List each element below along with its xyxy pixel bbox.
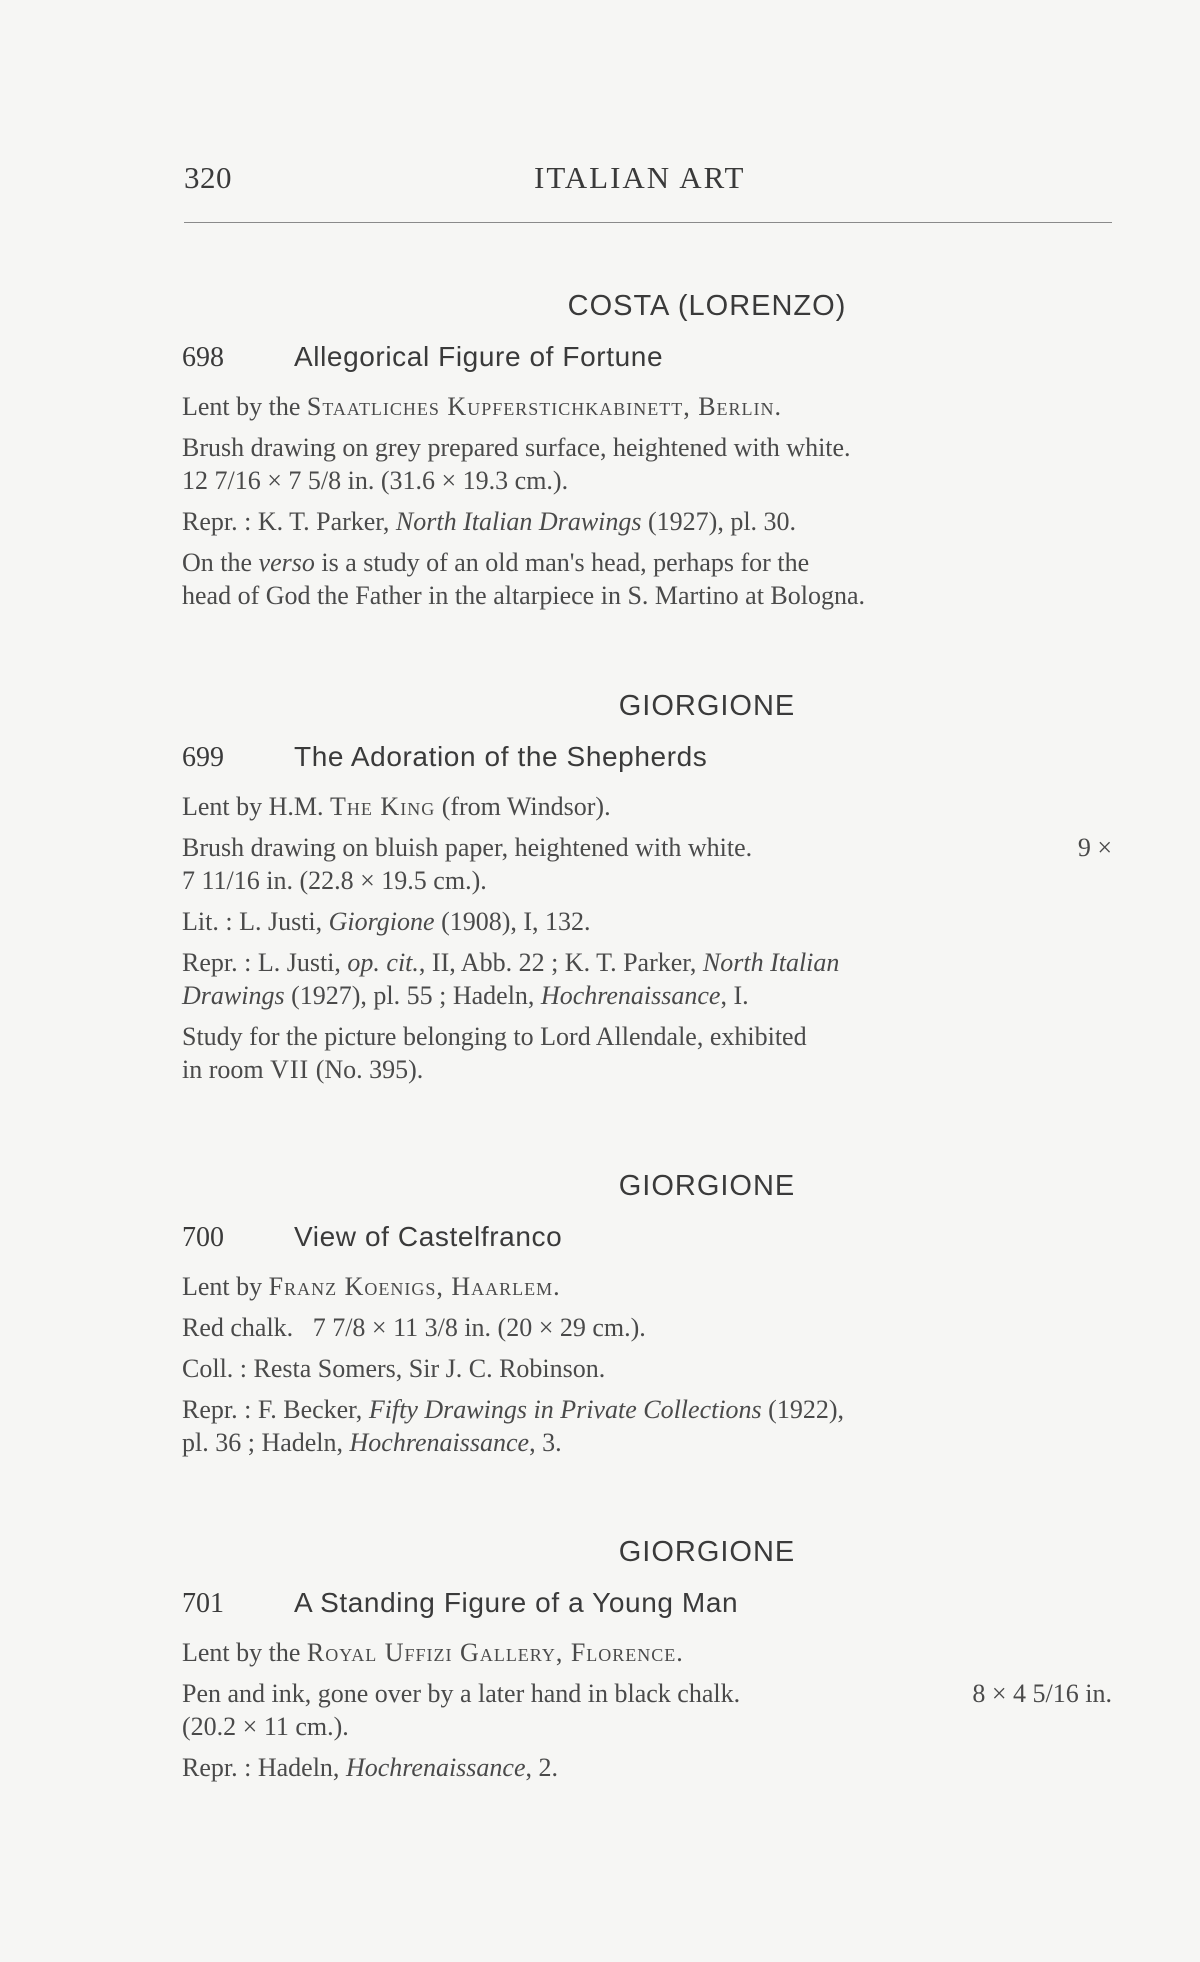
running-title: ITALIAN ART [534,160,746,195]
artwork-title: The Adoration of the Shepherds [294,741,708,772]
entry-title-line [182,1582,1112,1624]
medium-line: Brush drawing on bluish paper, heightened with white. 9 × [182,833,1112,862]
reproduction-line: Repr. : Hadeln, Hochrenaissance, 2. [182,1753,558,1782]
lender-line: Lent by the Royal Uffizi Gallery, Florence. [182,1638,684,1667]
dimensions-line: (20.2 × 11 cm.). [182,1712,349,1741]
catalogue-entry-699 [182,686,1112,1086]
catalogue-entry-701 [182,1532,1112,1784]
artist-heading: COSTA (LORENZO) [567,290,847,322]
lender-line: Lent by Franz Koenigs, Haarlem. [182,1272,561,1301]
catalogue-number: 699 [182,742,224,773]
note-line: head of God the Father in the altarpiece in S. Martino at Bologna. [182,581,866,610]
lender-name: Franz Koenigs, Haarlem. [268,1272,561,1301]
artist-heading: GIORGIONE [618,1170,796,1202]
entry-title-line [182,1216,1112,1258]
reproduction-line: Drawings (1927), pl. 55 ; Hadeln, Hochrenaissance, I. [182,981,749,1010]
medium-line: Pen and ink, gone over by a later hand in black chalk. 8 × 4 5/16 in. [182,1679,1112,1708]
lender-name: Royal Uffizi Gallery, Florence. [306,1638,684,1667]
running-head [184,160,1112,200]
artwork-title: View of Castelfranco [294,1221,563,1252]
lender-name: The King [330,792,436,821]
medium-line: Red chalk. 7 7/8 × 11 3/8 in. (20 × 29 cm.). [182,1313,646,1342]
reproduction-line: Repr. : K. T. Parker, North Italian Drawings (1927), pl. 30. [182,507,797,536]
dimensions-line: 7 11/16 in. (22.8 × 19.5 cm.). [182,866,487,895]
artwork-title: A Standing Figure of a Young Man [294,1587,739,1618]
catalogue-number: 700 [182,1222,224,1253]
artist-heading: GIORGIONE [618,690,796,722]
entry-title-line [182,736,1112,778]
page-number: 320 [184,160,232,195]
lender-line: Lent by H.M. The King (from Windsor). [182,792,611,821]
lender-name: Staatliches Kupferstichkabinett, Berlin. [306,392,783,421]
note-line: On the verso is a study of an old man's head, perhaps for the [182,548,810,577]
note-line: Study for the picture belonging to Lord Allendale, exhibited [182,1022,807,1051]
dimensions-line: 12 7/16 × 7 5/8 in. (31.6 × 19.3 cm.). [182,466,569,495]
collection-line: Coll. : Resta Somers, Sir J. C. Robinson. [182,1354,606,1383]
catalogue-number: 701 [182,1588,224,1619]
literature-line: Lit. : L. Justi, Giorgione (1908), I, 132. [182,907,591,936]
reproduction-line: Repr. : L. Justi, op. cit., II, Abb. 22 ; K. T. Parker, North Italian [182,948,840,977]
reproduction-line: pl. 36 ; Hadeln, Hochrenaissance, 3. [182,1428,562,1457]
reproduction-line: Repr. : F. Becker, Fifty Drawings in Private Collections (1922), [182,1395,844,1424]
entry-title-line [182,336,1112,378]
catalogue-entry-698 [182,286,1112,612]
artist-heading: GIORGIONE [618,1536,796,1568]
artwork-title: Allegorical Figure of Fortune [294,341,664,372]
catalogue-entry-700 [182,1166,1112,1459]
header-rule [184,222,1112,223]
lender-line: Lent by the Staatliches Kupferstichkabinett, Berlin. [182,392,783,421]
note-line: in room VII (No. 395). [182,1055,424,1084]
catalogue-number: 698 [182,342,224,373]
medium-line: Brush drawing on grey prepared surface, heightened with white. [182,433,851,462]
